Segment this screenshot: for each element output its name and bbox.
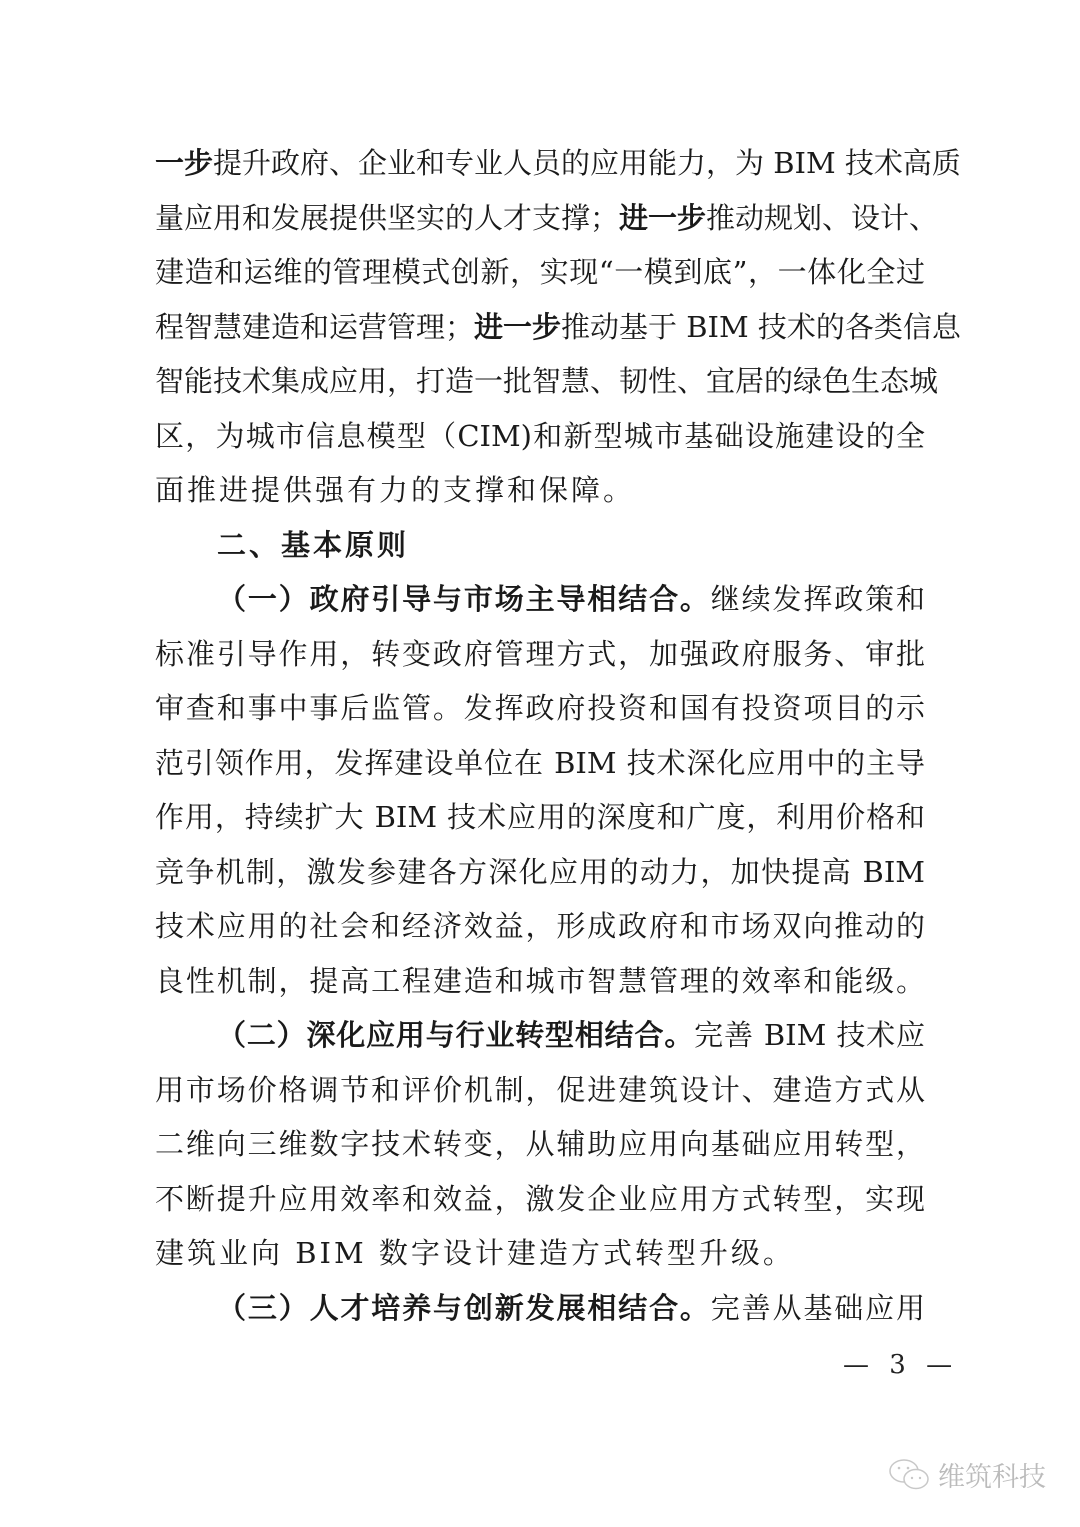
text-line	[155, 252, 925, 292]
text-segment: 继续发挥政策和	[710, 582, 925, 616]
bold-text: （一）政府引导与市场主导相结合。	[217, 582, 711, 616]
text-segment: 推动规划、设计、	[706, 200, 939, 235]
text-segment: 面推进提供强有力的支撑和保障。	[155, 473, 636, 507]
section-heading	[217, 525, 925, 565]
text-line	[155, 797, 925, 837]
text-line	[217, 1015, 925, 1055]
text-line	[217, 1288, 925, 1328]
text-segment: 量应用和发展提供坚实的人才支撑；	[155, 200, 620, 235]
text-line	[155, 470, 925, 510]
text-segment: 技术应用的社会和经济效益，形成政府和市场双向推动的	[155, 909, 925, 943]
text-segment: 程智慧建造和运营管理；	[155, 309, 475, 344]
bold-text: 进一步	[474, 309, 562, 344]
page-number: — 3 —	[843, 1350, 959, 1380]
text-segment: 不断提升应用效率和效益，激发企业应用方式转型，实现	[155, 1181, 925, 1216]
text-line	[155, 852, 925, 892]
text-segment: 建筑业向 BIM 数字设计建造方式转型升级。	[155, 1236, 795, 1270]
text-segment: 建造和运维的管理模式创新，实现“一模到底”，一体化全过	[155, 255, 925, 289]
watermark	[888, 1455, 1046, 1494]
text-segment: 作用，持续扩大 BIM 技术应用的深度和广度，利用价格和	[155, 800, 925, 834]
text-line	[155, 1179, 925, 1219]
text-segment: 推动基于 BIM 技术的各类信息	[561, 309, 961, 344]
bold-text: 进一步	[619, 200, 707, 235]
text-line	[155, 743, 925, 783]
text-segment: 标准引导作用，转变政府管理方式，加强政府服务、审批	[155, 636, 925, 671]
text-segment: 二维向三维数字技术转变，从辅助应用向基础应用转型，	[155, 1127, 925, 1161]
text-line	[155, 906, 925, 946]
text-line	[155, 1070, 925, 1110]
text-line	[155, 198, 939, 238]
text-line	[155, 961, 925, 1001]
text-line	[155, 361, 939, 401]
text-line	[155, 416, 925, 456]
text-segment: 区，为城市信息模型（CIM)和新型城市基础设施建设的全	[155, 418, 925, 453]
text-segment: 竞争机制，激发参建各方深化应用的动力，加快提高 BIM	[155, 854, 925, 889]
text-segment: 用市场价格调节和评价机制，促进建筑设计、建造方式从	[155, 1072, 925, 1107]
text-segment: 提升政府、企业和专业人员的应用能力，为 BIM 技术高质	[213, 146, 961, 180]
text-segment: 二、基本原则	[217, 527, 410, 562]
text-line	[155, 307, 961, 347]
text-segment: 范引领作用，发挥建设单位在 BIM 技术深化应用中的主导	[155, 745, 925, 780]
watermark-text: 维筑科技	[938, 1462, 1046, 1493]
text-line	[155, 688, 925, 728]
text-line	[155, 143, 961, 183]
text-segment: 智能技术集成应用，打造一批智慧、韧性、宜居的绿色生态城	[155, 364, 939, 398]
text-line	[155, 1124, 925, 1164]
bold-text: （二）深化应用与行业转型相结合。	[217, 1018, 695, 1052]
text-segment: 完善 BIM 技术应	[694, 1018, 925, 1052]
text-line	[155, 634, 925, 674]
text-line	[155, 1233, 925, 1273]
text-segment: 完善从基础应用	[710, 1290, 925, 1325]
bold-text: （三）人才培养与创新发展相结合。	[217, 1290, 711, 1325]
text-segment: 审查和事中事后监管。发挥政府投资和国有投资项目的示	[155, 691, 925, 725]
bold-text: 一步	[155, 146, 214, 180]
text-line	[217, 579, 925, 619]
wechat-icon	[888, 1458, 932, 1492]
text-segment: 良性机制，提高工程建造和城市智慧管理的效率和能级。	[155, 963, 925, 998]
